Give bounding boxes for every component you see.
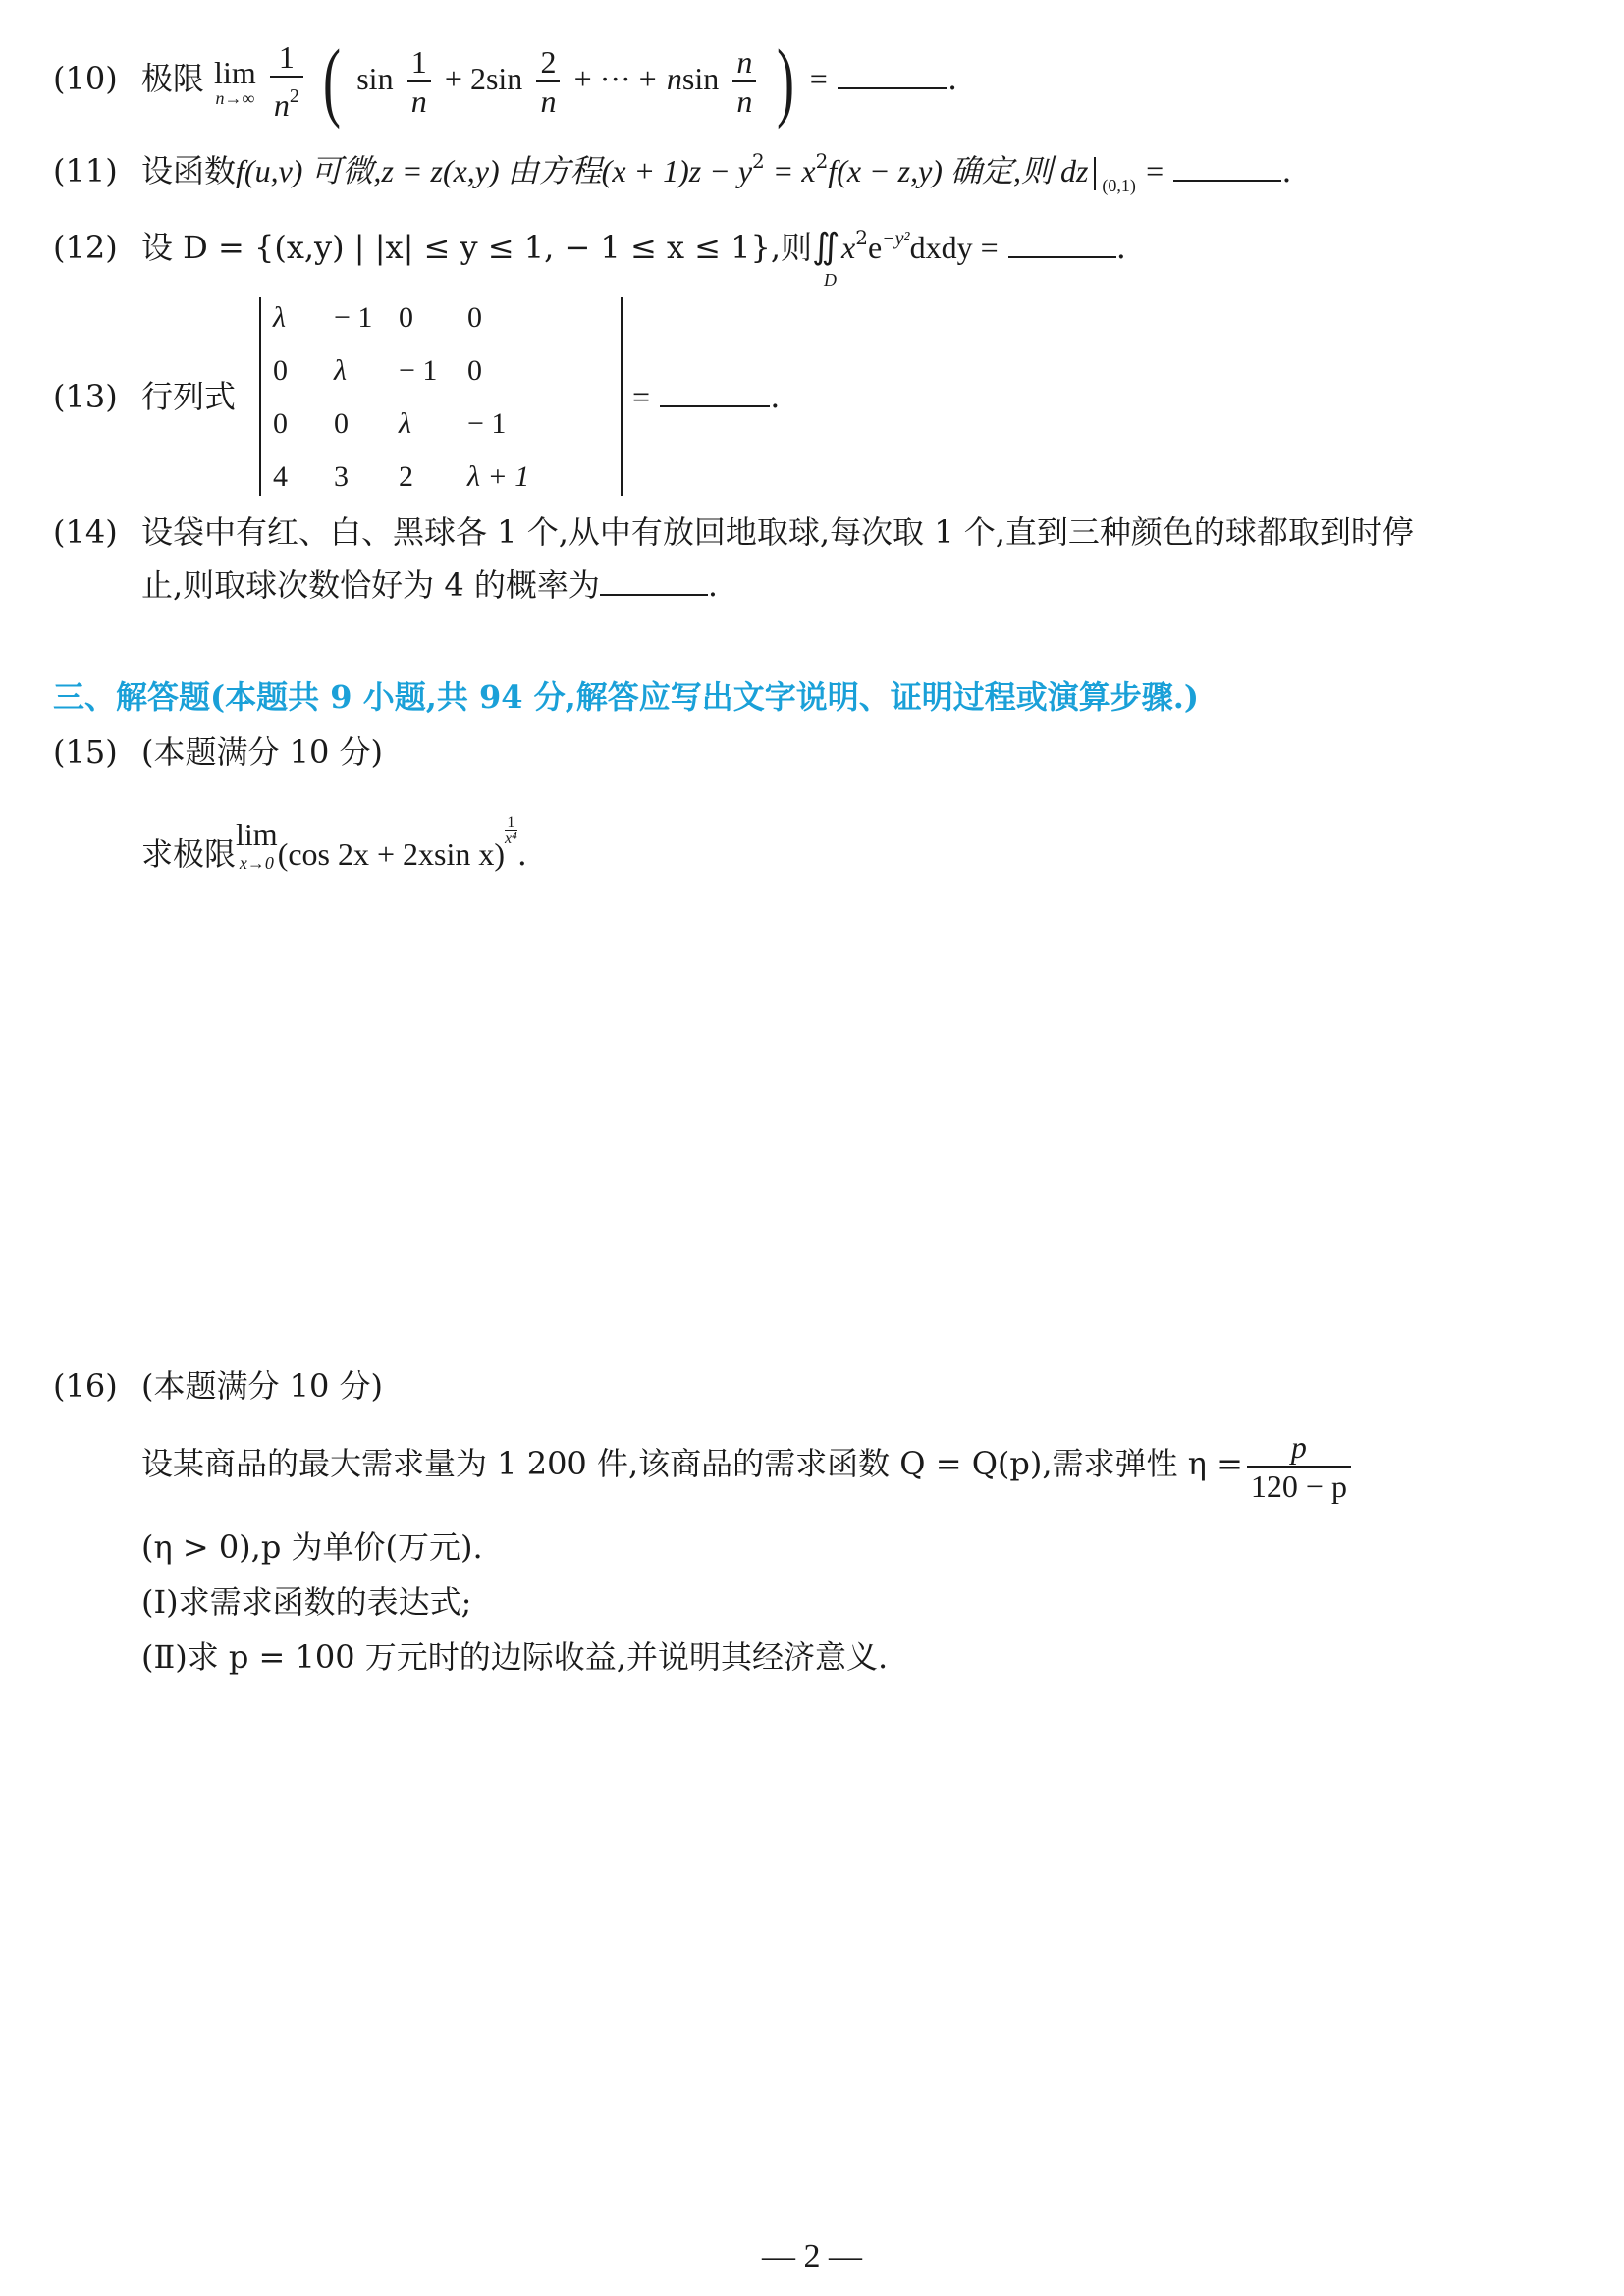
q13-answer: = .	[632, 378, 781, 415]
function-f: f	[236, 153, 244, 188]
matrix-cell: λ	[334, 354, 347, 387]
matrix-cell: 4	[273, 460, 288, 493]
question-15-body	[141, 815, 527, 874]
matrix-cell: 0	[273, 407, 288, 440]
question-16-line-2	[141, 1527, 483, 1567]
differential: dxdy =	[909, 230, 999, 265]
question-13	[53, 377, 236, 416]
matrix-cell: 2	[399, 460, 413, 493]
double-integral	[812, 227, 841, 290]
question-16-part-1	[141, 1582, 471, 1622]
equals-sign: =	[1146, 153, 1164, 188]
sub-question: (Ⅱ)求 p = 100 万元时的边际收益,并说明其经济意义.	[141, 1638, 889, 1676]
question-text: 极限	[140, 60, 204, 97]
sin-term-2: + 2sin	[444, 61, 523, 96]
question-14-line-1	[53, 512, 1414, 552]
matrix-cell: 0	[334, 407, 349, 440]
ellipsis-term: + ··· +	[573, 61, 657, 96]
question-number: (12)	[53, 229, 118, 266]
question-10: (10) 极限 lim n→∞ $\frac{1}{n^2}$ ( sin $\frac{1}{n}$ + 2sin $\frac{2}{n}$ + ··· + nsin $\frac{n}{n}$ ) = .	[53, 31, 958, 130]
equation-part-3: f(x − z,y) 确定,则 dz	[828, 153, 1089, 188]
denominator: 120 − p	[1250, 1468, 1347, 1504]
question-text: 设某商品的最大需求量为 1 200 件,该商品的需求函数 Q = Q(p),需求弹性 η =	[141, 1445, 1243, 1482]
integrand-x: x	[841, 230, 856, 265]
equation-part-2: = x	[764, 153, 816, 188]
score-note: (本题满分 10 分)	[141, 1367, 384, 1405]
denominator: n	[410, 82, 427, 119]
limit-operator	[236, 815, 278, 872]
answer-blank	[838, 64, 947, 89]
limit-operator	[214, 56, 256, 107]
matrix-cell: 0	[467, 301, 482, 334]
question-text: 设袋中有红、白、黑球各 1 个,从中有放回地取球,每次取 1 个,直到三种颜色的球都取到时停	[141, 513, 1414, 551]
equation-part-1: z = z(x,y) 由方程(x + 1)z − y	[381, 153, 753, 188]
lim-label: lim	[214, 54, 256, 90]
question-14-line-2: 止,则取球次数恰好为 4 的概率为 .	[141, 566, 719, 604]
equals-sign: =	[632, 379, 651, 414]
question-text: 止,则取球次数恰好为 4 的概率为	[141, 566, 600, 604]
expression-base: (cos 2x + 2xsin x)	[277, 836, 506, 872]
matrix-cell: λ	[273, 301, 286, 334]
question-text: 求极限	[141, 835, 237, 873]
exponent: 2	[855, 226, 868, 249]
evaluation-point: (0,1)	[1102, 176, 1136, 195]
question-number: (15)	[53, 733, 118, 771]
coefficient-n: n	[666, 61, 682, 96]
exp-denominator: x⁴	[505, 830, 517, 847]
integrand-e: e	[867, 230, 883, 265]
denominator	[270, 78, 303, 124]
period: .	[516, 835, 527, 873]
question-12: (12) 设 D = {(x,y) | |x| ≤ y ≤ 1, − 1 ≤ x ≤ 1},则∬ D $x^2e^{-y^2}dxdy$ = .	[53, 218, 1126, 267]
matrix-cell: − 1	[399, 354, 438, 387]
matrix-cell: λ	[399, 407, 411, 440]
matrix-cell: 0	[467, 354, 482, 387]
fraction-2-over-n	[536, 43, 560, 120]
score-note: (本题满分 10 分)	[141, 733, 384, 771]
den-var: n	[273, 87, 290, 123]
matrix-cell: − 1	[467, 407, 507, 440]
determinant-matrix	[259, 297, 623, 496]
page-number: — 2 —	[762, 2238, 862, 2274]
question-11: (11) 设函数f(u,v) 可微,z = z(x,y) 由方程$(x + 1)z - y^2 = x^2f(x - z,y)$ 确定,则 dz $_{(0,1)}$ = .	[53, 149, 1292, 195]
numerator: p	[1247, 1428, 1351, 1468]
exponent: −y²	[882, 228, 910, 249]
numerator: 1	[407, 43, 431, 82]
section-heading: 三、解答题(本题共 9 小题,共 94 分,解答应写出文字说明、证明过程或演算步骤.)	[53, 678, 1200, 716]
question-text: 行列式	[141, 378, 237, 415]
integral-domain: D	[824, 270, 838, 290]
question-text: 设函数	[141, 152, 237, 189]
numerator: 2	[536, 43, 560, 82]
equals-sign: =	[809, 61, 828, 96]
question-number: (10)	[53, 60, 118, 97]
question-text: (η > 0),p 为单价(万元).	[141, 1528, 483, 1566]
integral-sign: ∬	[812, 227, 840, 266]
exponent: 2	[815, 149, 829, 173]
matrix-cell: λ + 1	[467, 460, 530, 493]
question-number: (13)	[53, 378, 118, 415]
question-15-header	[53, 732, 383, 772]
answer-blank	[660, 382, 770, 407]
lim-subscript: n→∞	[215, 87, 255, 108]
exponent: 2	[752, 149, 765, 173]
exp-numerator: 1	[505, 815, 517, 831]
matrix-cell: − 1	[334, 301, 373, 334]
right-paren: )	[776, 31, 794, 130]
function-args: (u,v) 可微,	[244, 153, 382, 188]
matrix-cell: 3	[334, 460, 349, 493]
limit-expression	[278, 836, 505, 872]
fraction-1-over-n2	[270, 38, 303, 124]
numerator: n	[732, 43, 756, 82]
question-number: (16)	[53, 1367, 118, 1405]
denominator: n	[540, 82, 557, 119]
fraction-n-over-n	[732, 43, 756, 120]
question-16-header	[53, 1366, 383, 1406]
question-number: (14)	[53, 513, 118, 551]
sub-question: (Ⅰ)求需求函数的表达式;	[141, 1583, 472, 1621]
elasticity-fraction	[1247, 1428, 1351, 1505]
fraction-1-over-n	[407, 43, 431, 120]
answer-blank	[1173, 156, 1281, 182]
question-16-line-1	[141, 1419, 1355, 1508]
lim-label: lim	[236, 817, 278, 852]
left-paren: (	[323, 31, 342, 130]
question-text: 设 D = {(x,y) | |x| ≤ y ≤ 1, − 1 ≤ x ≤ 1},则	[141, 229, 813, 266]
den-exponent: 2	[289, 85, 299, 107]
matrix-cell: 0	[273, 354, 288, 387]
denominator: n	[736, 82, 753, 119]
sin-term-n: sin	[681, 61, 720, 96]
question-number: (11)	[53, 152, 118, 189]
exponent-fraction	[505, 815, 517, 847]
answer-blank	[1008, 233, 1116, 258]
question-16-part-2	[141, 1637, 888, 1677]
numerator: 1	[270, 38, 303, 78]
sin-term: sin	[356, 61, 394, 96]
matrix-cell: 0	[399, 301, 413, 334]
evaluation-bar	[1094, 157, 1096, 190]
lim-subscript: x→0	[239, 853, 274, 873]
answer-blank	[600, 570, 708, 596]
